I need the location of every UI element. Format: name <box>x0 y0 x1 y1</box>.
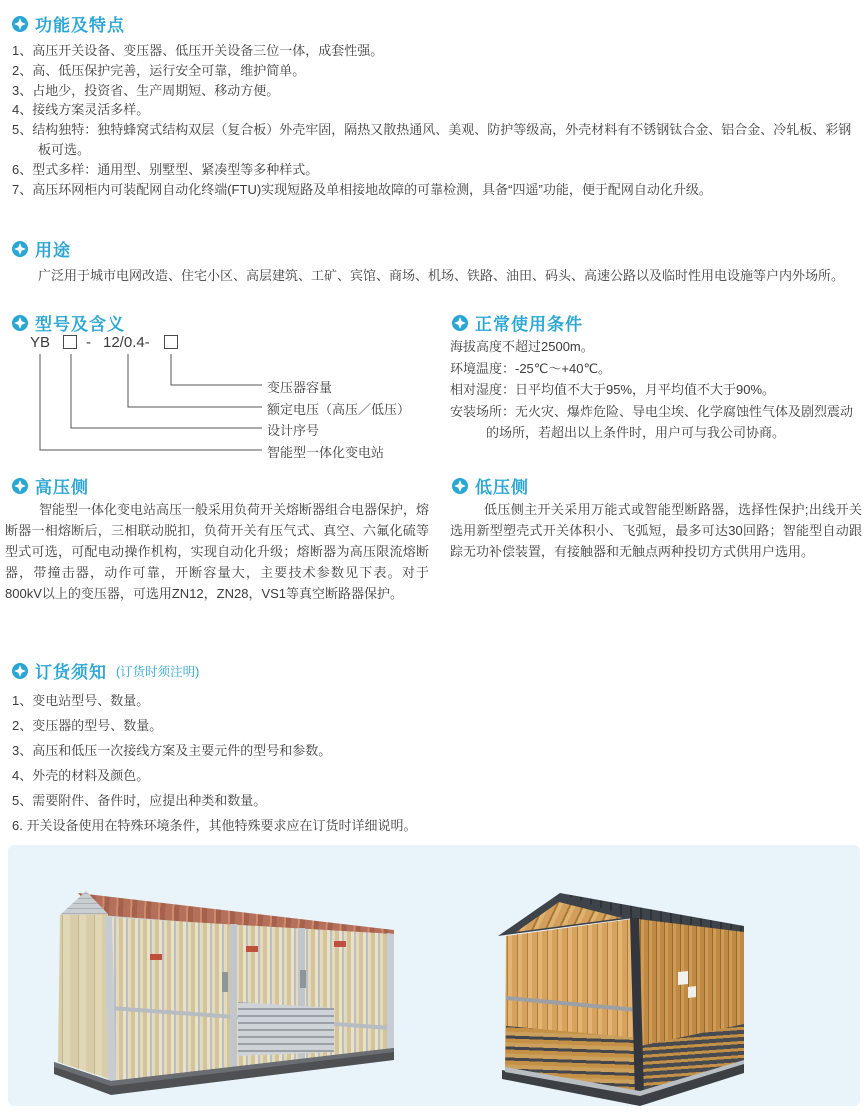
ordering-item: 5、需要附件、备件时，应提出种类和数量。 <box>12 793 267 808</box>
condition-line: 环境温度：-25℃～+40℃。 <box>450 360 612 376</box>
condition-line: 相对湿度：日平均值不大于95%，月平均值不大于90%。 <box>450 382 776 397</box>
usage-section-header <box>12 236 71 261</box>
model-code-prefix: YB <box>30 334 51 351</box>
condition-line: 海拔高度不超过2500m。 <box>450 339 594 354</box>
model-label: 设计序号 <box>267 423 320 438</box>
section-title: 高压侧 <box>35 478 89 497</box>
section-title: 低压侧 <box>475 478 529 497</box>
section-bullet-icon <box>12 478 28 494</box>
section-title: 型号及含义 <box>35 315 125 334</box>
section-title: 功能及特点 <box>35 16 125 35</box>
section-subtitle: (订货时须注明) <box>116 664 200 679</box>
ordering-item: 2、变压器的型号、数量。 <box>12 718 163 733</box>
hv-paragraph: 智能型一体化变电站高压一般采用负荷开关熔断器组合电器保护，熔断器一相熔断后，三相联动脱扣，负荷开关有压气式、真空、六氟化硫等型式可选，可配电动操作机构，实现自动化升级；熔断器为高压限流熔断器，带撞击器，动作可靠，开断容量大，主要技术参数见下表。对于800kV以上的变压器，可选用ZN12，ZN28，VS1等真空断路器保护。 <box>5 502 430 601</box>
section-bullet-icon <box>452 478 468 494</box>
features-list <box>12 41 860 199</box>
model-label: 智能型一体化变电站 <box>267 445 385 460</box>
conditions-list <box>450 336 860 444</box>
ordering-section-header <box>12 658 199 683</box>
hv-section-header <box>12 473 89 498</box>
ordering-item: 6. 开关设备使用在特殊环境条件，其他特殊要求应在订货时详细说明。 <box>12 818 417 833</box>
conditions-section-header <box>452 310 583 335</box>
features-section-header <box>12 11 125 36</box>
usage-paragraph: 广泛用于城市电网改造、住宅小区、高层建筑、工矿、宾馆、商场、机场、铁路、油田、码头、高速公路以及临时性用电设施等户内外场所。 <box>38 268 845 283</box>
feature-item: 3、占地少，投资省、生产周期短、移动方便。 <box>12 82 280 98</box>
model-label: 变压器容量 <box>267 380 333 395</box>
section-bullet-icon <box>12 315 28 331</box>
model-code-dash: - <box>86 334 91 351</box>
model-code-voltage: 12/0.4- <box>103 334 150 351</box>
feature-item: 5、结构独特：独特蜂窝式结构双层（复合板）外壳牢固，隔热又散热通风、美观、防护等级高，外壳材料有不锈钢钛合金、铝合金、冷轧板、彩钢板可选。 <box>12 122 852 157</box>
condition-line: 安装场所：无火灾、爆炸危险、导电尘埃、化学腐蚀性气体及剧烈震动的场所，若超出以上条件时，用户可与我公司协商。 <box>450 403 854 440</box>
feature-item: 2、高、低压保护完善，运行安全可靠，维护简单。 <box>12 62 306 78</box>
photo-panel <box>8 845 860 1106</box>
section-title: 正常使用条件 <box>475 315 583 334</box>
substation-photo-left <box>54 884 394 1096</box>
section-bullet-icon <box>12 241 28 257</box>
substation-photo-right <box>492 886 754 1106</box>
ordering-list <box>12 688 852 838</box>
section-title: 订货须知 <box>35 663 107 682</box>
section-bullet-icon <box>12 16 28 32</box>
ordering-item: 3、高压和低压一次接线方案及主要元件的型号和参数。 <box>12 743 332 758</box>
feature-item: 4、接线方案灵活多样。 <box>12 102 150 118</box>
feature-item: 7、高压环网柜内可装配网自动化终端(FTU)实现短路及单相接地故障的可靠检测，具备“四遥”功能，便于配网自动化升级。 <box>12 181 712 197</box>
section-bullet-icon <box>12 663 28 679</box>
lv-paragraph: 低压侧主开关采用万能式或智能型断路器，选择性保护;出线开关选用新型塑壳式开关体积小、飞弧短，最多可达30回路；智能型自动跟踪无功补偿装置，有接触器和无触点两种投切方式供用户选用。 <box>450 502 862 559</box>
section-title: 用途 <box>35 241 71 260</box>
model-label: 额定电压（高压／低压） <box>267 402 411 417</box>
feature-item: 1、高压开关设备、变压器、低压开关设备三位一体，成套性强。 <box>12 43 384 58</box>
feature-item: 6、型式多样：通用型、别墅型、紧凑型等多种样式。 <box>12 161 319 177</box>
ordering-item: 4、外壳的材料及颜色。 <box>12 768 150 783</box>
model-section-header <box>12 310 125 335</box>
ordering-item: 1、变电站型号、数量。 <box>12 693 150 708</box>
model-code-diagram <box>0 334 440 460</box>
section-bullet-icon <box>452 315 468 331</box>
lv-section-header <box>452 473 529 498</box>
